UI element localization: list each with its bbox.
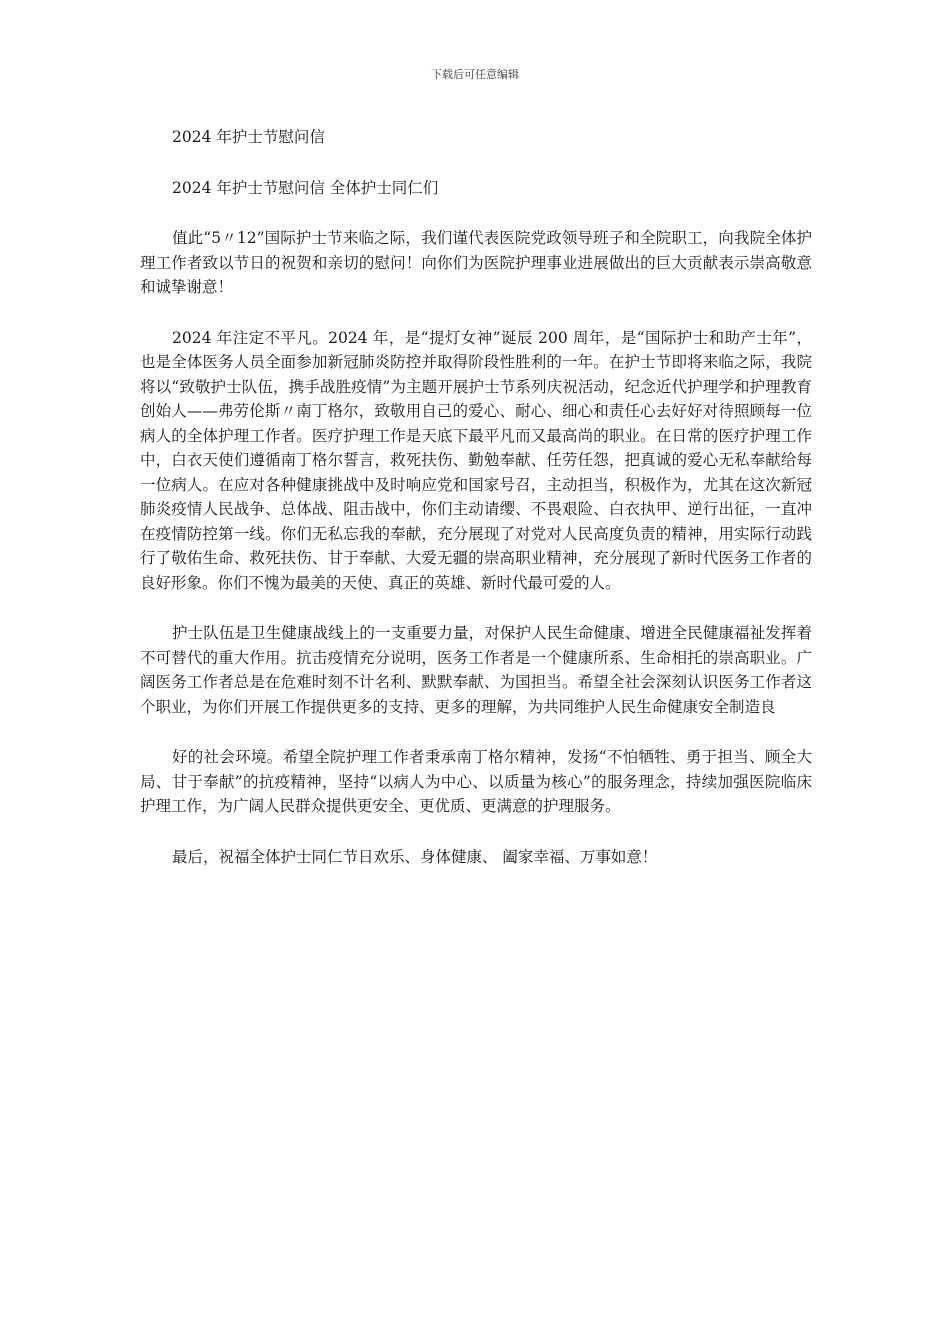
paragraph-nursing-force: 护士队伍是卫生健康战线上的一支重要力量，对保护人民生命健康、增进全民健康福祉发挥着不可替代的重大作用。抗击疫情充分说明，医务工作者是一个健康所系、生命相托的崇高职业。广阔医务工作者总是在危难时刻不计名利、默默奉献、为国担当。希望全社会深刻认识医务工作者这个职业，为你们开展工作提供更多的支持、更多的理解，为共同维护人民生命健康安全制造良 bbox=[140, 624, 812, 716]
paragraph-environment: 好的社会环境。希望全院护理工作者秉承南丁格尔精神，发扬“不怕牺牲、勇于担当、顾全大局、甘于奉献”的抗疫精神，坚持“以病人为中心、以质量为核心”的服务理念，持续加强医院临床护理工作，为广阔人民群众提供更安全、更优质、更满意的护理服务。 bbox=[140, 748, 812, 815]
paragraph-greeting: 值此“5〃12”国际护士节来临之际，我们谨代表医院党政领导班子和全院职工，向我院全体护理工作者致以节日的祝贺和亲切的慰问！向你们为医院护理事业进展做出的巨大贡献表示崇高敬意和诚挚谢意！ bbox=[140, 229, 812, 296]
download-note: 下载后可任意编辑 bbox=[431, 68, 519, 81]
letter-salutation: 2024 年护士节慰问信 全体护士同仁们 bbox=[172, 178, 439, 197]
paragraph-closing: 最后，祝福全体护士同仁节日欢乐、身体健康、 阖家幸福、万事如意！ bbox=[172, 847, 658, 866]
letter-title: 2024 年护士节慰问信 bbox=[172, 128, 325, 146]
paragraph-2024: 2024 年注定不平凡。2024 年，是“提灯女神”诞辰 200 周年，是“国际护士和助产士年”，也是全体医务人员全面参加新冠肺炎防控并取得阶段性胜利的一年。在护士节即将来临之际，我院将以“致敬护士队伍，携手战胜疫情”为主题开展护士节系列庆祝活动，纪念近代护理学和护理教育创始人——弗劳伦斯〃南丁格尔，致敬用自己的爱心、耐心、细心和责任心去好好对待照顾每一位病人的全体护理工作者。医疗护理工作是天底下最平凡而又最高尚的职业。在日常的医疗护理工作中，白衣天使们遵循南丁格尔誓言，救死扶伤、勤勉奉献、任劳任怨，把真诚的爱心无私奉献给每一位病人。在应对各种健康挑战中及时响应党和国家号召，主动担当，积极作为，尤其在这次新冠肺炎疫情人民战争、总体战、阻击战中，你们主动请缨、不畏艰险、白衣执甲、逆行出征，一直冲在疫情防控第一线。你们无私忘我的奉献，充分展现了对党对人民高度负责的精神，用实际行动践行了敬佑生命、救死扶伤、甘于奉献、大爱无疆的崇高职业精神，充分展现了新时代医务工作者的良好形象。你们不愧为最美的天使、真正的英雄、新时代最可爱的人。 bbox=[140, 328, 812, 592]
letter-body bbox=[140, 125, 812, 895]
